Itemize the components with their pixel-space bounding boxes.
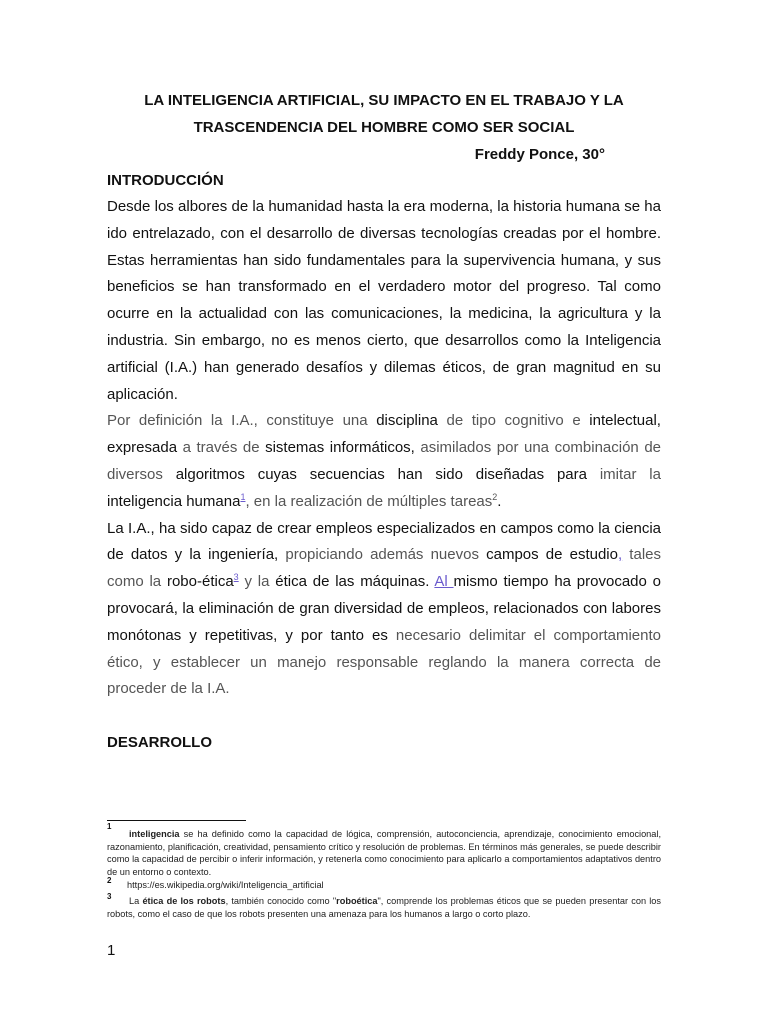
footnote-1 <box>107 828 661 878</box>
footnote-3-text: , también conocido como " <box>225 896 337 906</box>
paragraph-1: Desde los albores de la humanidad hasta la era moderna, la historia humana se ha ido entrelazado, con el desarrollo de diversas tecnologías creadas por el hombre. Estas herramientas han sido fundamentales para la supervivencia humana, y sus beneficios se han transformado en el verdadero motor del progreso. Tal como ocurre en la actualidad con las comunicaciones, la medicina, la agricultura y la industria. Sin embargo, no es menos cierto, que desarrollos como la Inteligencia artificial (I.A.) han generado desafíos y dilemas éticos, de gran magnitud en su aplicación. <box>107 198 661 403</box>
p3-text: mismo tiempo ha provocado o provocará, la eliminación de gran diversidad de empleos, relacionados con labores monótonas y repetitivas, y por tanto es <box>107 573 661 644</box>
footnote-2[interactable]: https://es.wikipedia.org/wiki/Inteligencia_artificial <box>127 880 324 890</box>
paragraph-2 <box>107 408 661 515</box>
p2-text: algoritmos cuyas secuencias han sido diseñadas para <box>175 465 587 483</box>
p3-text: robo-ética <box>166 573 234 591</box>
footnote-3-text: ", comprende los problemas éticos que se pueden presentar con los robots, como el caso de que los robots presenten una amenaza para los humanos a largo o corto plazo. <box>107 896 662 919</box>
p3-text: ética de las máquinas. <box>275 573 430 591</box>
author: Freddy Ponce, 30° <box>474 146 605 163</box>
footnote-ref-1[interactable]: 1 <box>240 491 246 502</box>
p2-text: imitar la <box>587 465 661 483</box>
p3-text: necesario delimitar el comportamiento ético, y establecer un manejo responsable reglando la manera correcta de proceder de la I.A. <box>107 626 661 698</box>
footnote-3-text: La <box>129 896 143 906</box>
p2-text: sistemas informáticos, <box>265 439 415 457</box>
footnote-1-text: se ha definido como la capacidad de lógica, comprensión, autoconciencia, aprendizaje, conocimiento emocional, razonamiento, planificación, creatividad, pensamiento crítico y resolución de problemas. En términos más generales, se puede describir como la capacidad de percibir o inferir información, y retenerla como conocimiento para aplicarlo a comportamientos adaptativos dentro de un entorno o contexto. <box>107 829 661 877</box>
footnote-1-number: 1 <box>107 822 112 831</box>
p3-link[interactable]: , <box>617 546 623 564</box>
footnote-ref-2[interactable]: 2 <box>492 491 498 502</box>
footnote-3 <box>107 895 661 920</box>
p2-text: , en la realización de múltiples tareas <box>245 492 493 510</box>
p2-text: a través de <box>177 439 266 457</box>
page-number: 1 <box>107 942 116 959</box>
p3-text: La I.A., ha sido capaz de crear empleos especializados en campos como la ciencia de datos y la ingeniería, <box>107 519 661 564</box>
body-text <box>107 194 661 703</box>
p3-text: campos de estudio <box>478 546 618 564</box>
p3-text: tales como la <box>107 546 661 591</box>
title-line-1: LA INTELIGENCIA ARTIFICIAL, SU IMPACTO EN EL TRABAJO Y LA <box>144 92 624 109</box>
p2-text: disciplina <box>376 412 438 430</box>
p3-text: y la <box>238 573 276 591</box>
p2-text: asimilados por una combinación de diversos <box>107 439 661 483</box>
title-line-2: TRASCENDENCIA DEL HOMBRE COMO SER SOCIAL <box>193 119 575 136</box>
p2-text: . <box>497 492 502 510</box>
footnote-1-term: inteligencia <box>129 829 180 839</box>
p2-text: inteligencia humana <box>107 492 241 510</box>
footnote-3-term: roboética <box>336 896 378 906</box>
p3-text: propiciando además nuevos <box>285 546 479 564</box>
footnote-ref-3[interactable]: 3 <box>233 572 239 583</box>
p2-text: Por definición la I.A., constituye una <box>107 412 377 430</box>
p2-text: de tipo cognitivo e <box>437 412 590 430</box>
footnote-3-number: 3 <box>107 892 112 901</box>
footnote-2-number: 2 <box>107 876 112 885</box>
p2-text: intelectual, expresada <box>107 412 661 457</box>
document-title <box>107 87 661 141</box>
p3-link[interactable]: Al <box>434 573 454 591</box>
intro-heading: INTRODUCCIÓN <box>107 172 224 189</box>
development-heading: DESARROLLO <box>107 734 212 751</box>
paragraph-3 <box>107 516 661 704</box>
footnote-divider <box>107 820 246 821</box>
footnote-3-term: ética de los robots <box>142 896 226 906</box>
